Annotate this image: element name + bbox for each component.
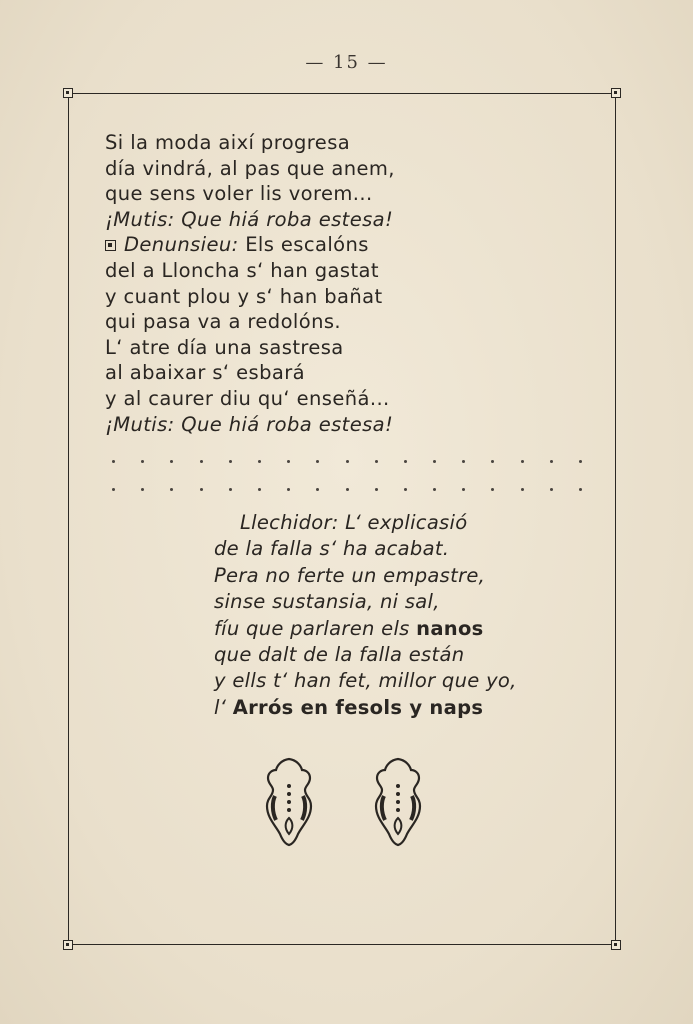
line-text: Pera no ferte un empastre, [214,563,486,587]
verse-line [105,309,395,335]
line-text: L‘ atre día una sastresa [105,335,344,359]
verse-line [105,181,395,207]
line-text: qui pasa va a redolóns. [105,310,341,334]
ellipsis-dot [491,488,494,491]
ellipsis-dot [404,488,407,491]
ellipsis-dot [550,488,553,491]
line-text: Si la moda així progresa [105,131,351,154]
line-text: nanos [416,616,484,640]
line-text: de la falla s‘ ha acabat. [214,537,450,561]
coda-line [214,668,517,694]
page-number: — 15 — [305,52,388,73]
corner-ornament-icon [611,88,621,98]
ellipsis-dot [462,460,465,463]
ellipsis-dot [287,488,290,491]
line-text: fíu que parlaren els [214,616,417,640]
ellipsis-dot [550,460,553,463]
ellipsis-dot [433,488,436,491]
corner-ornament-icon [63,88,73,98]
line-text: al abaixar s‘ esbará [105,361,305,385]
line-text: y cuant plou y s‘ han bañat [105,284,383,308]
verse-line [105,335,395,361]
square-bullet-icon [105,240,116,251]
line-text: Denunsieu: [124,233,239,257]
verse-line [105,360,395,386]
verse-line [105,412,395,438]
ellipsis-dot [346,488,349,491]
line-text: que sens voler lis vorem... [105,182,373,206]
ellipsis-dot [521,460,524,463]
ellipsis-dot [258,460,261,463]
line-text: l‘ [214,695,233,719]
ellipsis-dot-row [112,460,582,463]
ellipsis-dot [375,460,378,463]
line-text: Llechidor: L‘ explicasió [240,511,468,534]
verse-line [105,232,395,258]
ellipsis-dot [579,460,582,463]
ellipsis-dot [229,460,232,463]
ellipsis-dot [491,460,494,463]
ellipsis-dot [346,460,349,463]
ellipsis-dot [200,460,203,463]
ellipsis-dot [521,488,524,491]
fleuron-icon [373,756,423,848]
ellipsis-dot [316,488,319,491]
coda-line [214,563,517,589]
coda-line [214,536,517,562]
verse-line [105,284,395,310]
ellipsis-dot [579,488,582,491]
verse-line [105,386,395,412]
ellipsis-dot [141,460,144,463]
ellipsis-dot [375,488,378,491]
line-text: que dalt de la falla están [214,642,465,666]
corner-ornament-icon [63,940,73,950]
ellipsis-dot [316,460,319,463]
ellipsis-dot [170,460,173,463]
ellipsis-dot [200,488,203,491]
line-text: ¡Mutis: Que hiá roba estesa! [105,207,394,231]
ellipsis-dot [112,488,115,491]
coda-line [214,616,517,642]
ellipsis-dot [112,460,115,463]
line-text: y ells t‘ han fet, millor que yo, [214,669,517,693]
line-text: sinse sustansia, ni sal, [214,590,440,614]
fleuron-icon [264,756,314,848]
ellipsis-dot [404,460,407,463]
line-text: Arrós en fesols y naps [232,695,484,719]
verse-stanza [105,130,395,437]
ellipsis-dot [433,460,436,463]
coda-line [214,695,517,721]
line-text: día vindrá, al pas que anem, [105,156,395,180]
line-text: ¡Mutis: Que hiá roba estesa! [105,412,394,436]
corner-ornament-icon [611,940,621,950]
closing-stanza [214,510,517,721]
coda-line [214,642,517,668]
ellipsis-dot [229,488,232,491]
coda-line [214,510,517,536]
line-text: Els escalóns [238,233,369,257]
ellipsis-dot [462,488,465,491]
line-text: del a Lloncha s‘ han gastat [105,258,379,282]
ellipsis-dot [258,488,261,491]
verse-line [105,258,395,284]
ellipsis-dot-row [112,488,582,491]
verse-line [105,156,395,182]
ellipsis-dot [287,460,290,463]
ellipsis-dot [170,488,173,491]
verse-line [105,207,395,233]
ellipsis-dot [141,488,144,491]
coda-line [214,589,517,615]
verse-line [105,130,395,156]
line-text: y al caurer diu qu‘ enseñá... [105,386,390,410]
